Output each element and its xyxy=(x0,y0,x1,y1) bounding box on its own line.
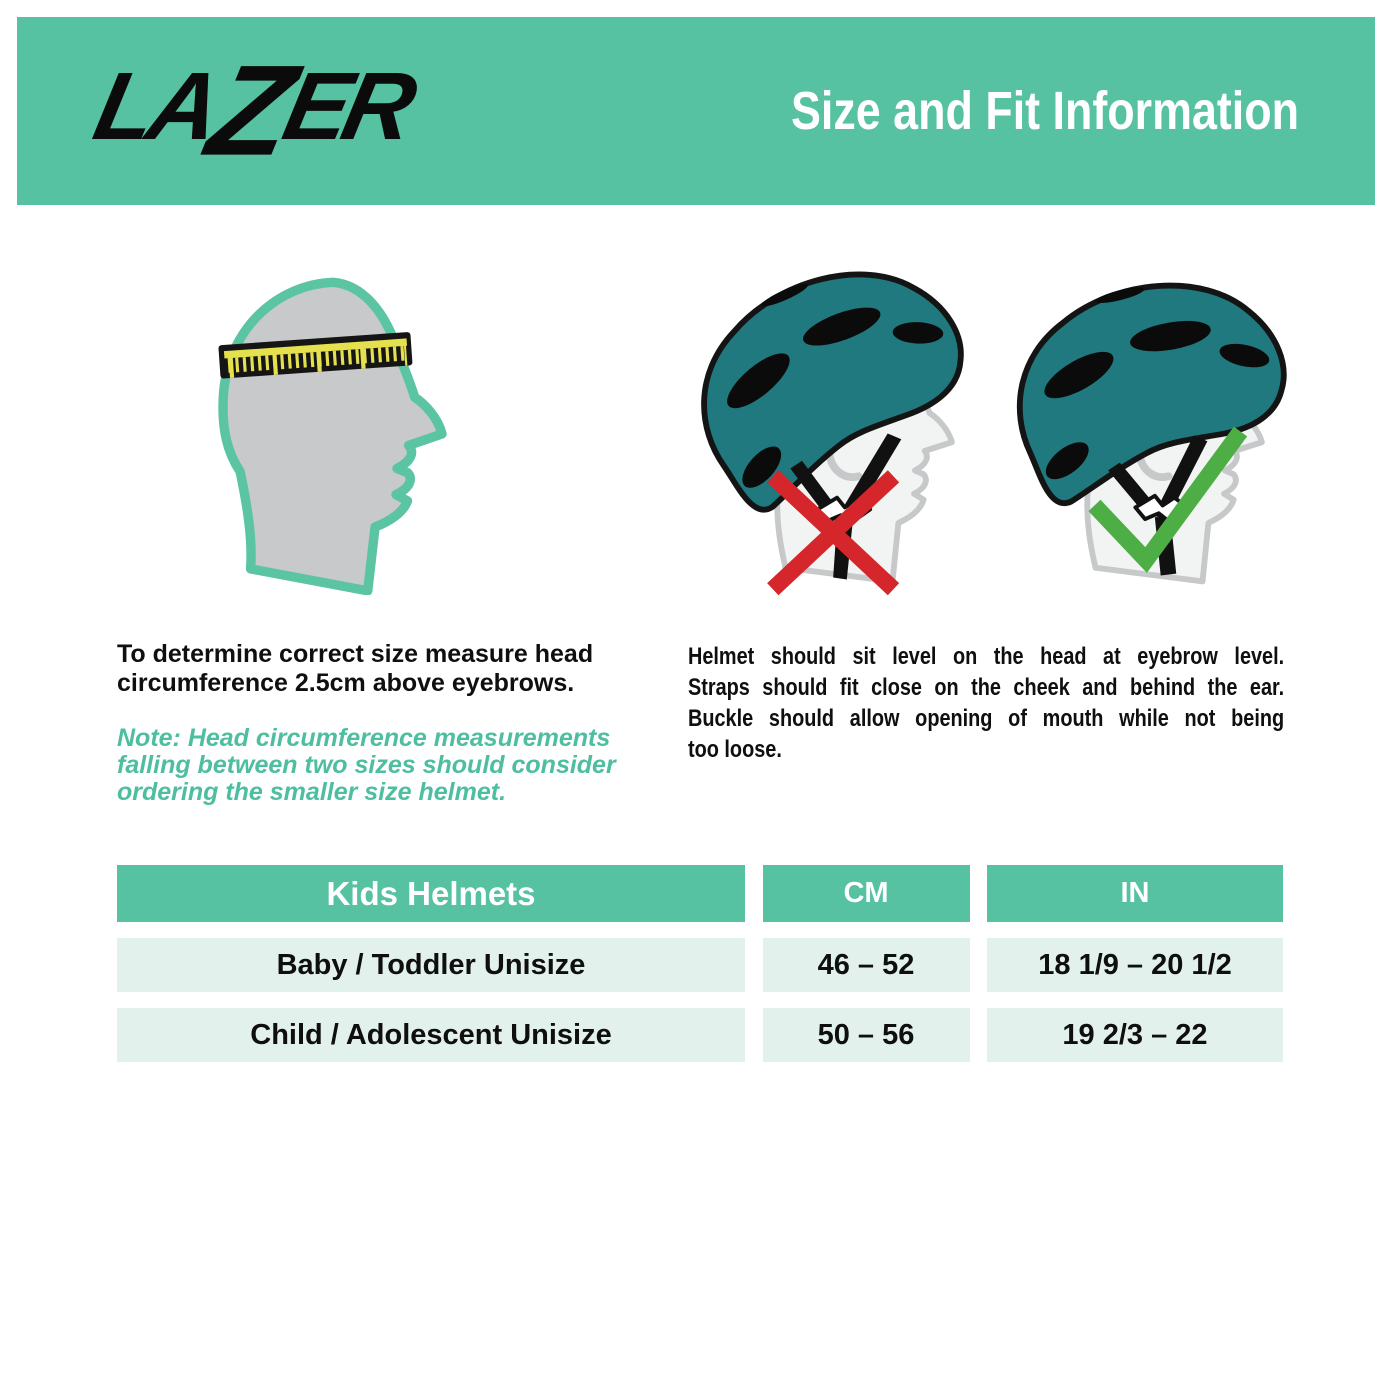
helmet-wrong-fit-illustration xyxy=(693,266,985,597)
fit-instructions xyxy=(688,641,1284,765)
page-title: Size and Fit Information xyxy=(791,81,1299,141)
helmet-correct-fit-illustration xyxy=(1003,266,1295,597)
lazer-logo xyxy=(85,39,420,183)
note-line: Note: Head circumference measurements xyxy=(117,724,611,752)
instruction-line: circumference 2.5cm above eyebrows. xyxy=(117,669,575,697)
header-banner xyxy=(17,17,1375,205)
fit-line: Helmet should sit level on the head at eyebrow level. xyxy=(688,643,1285,670)
note-line: falling between two sizes should consider xyxy=(117,751,616,779)
head-silhouette xyxy=(223,282,442,591)
logo-suffix: ER xyxy=(275,53,420,161)
row-cm-value: 46 – 52 xyxy=(763,938,970,992)
instruction-line: To determine correct size measure head xyxy=(117,640,594,668)
head-with-measuring-tape-icon xyxy=(192,276,464,595)
row-label: Child / Adolescent Unisize xyxy=(117,1008,745,1062)
column-header-cm: CM xyxy=(763,865,970,922)
fit-line: Straps should fit close on the cheek and behind the ear. xyxy=(688,674,1285,701)
logo-z: Z xyxy=(197,39,301,183)
table-title-cell: Kids Helmets xyxy=(117,865,745,922)
row-label: Baby / Toddler Unisize xyxy=(117,938,745,992)
note-line: ordering the smaller size helmet. xyxy=(117,778,507,806)
column-header-in: IN xyxy=(987,865,1283,922)
size-note xyxy=(117,725,682,806)
row-in-value: 19 2/3 – 22 xyxy=(987,1008,1283,1062)
fit-line: too loose. xyxy=(688,736,782,763)
logo-prefix: LA xyxy=(85,53,225,161)
row-in-value: 18 1/9 – 20 1/2 xyxy=(987,938,1283,992)
measure-instructions xyxy=(117,640,682,806)
fit-line: Buckle should allow opening of mouth while not being xyxy=(688,705,1285,732)
kids-helmets-size-table xyxy=(117,865,1283,1062)
row-cm-value: 50 – 56 xyxy=(763,1008,970,1062)
